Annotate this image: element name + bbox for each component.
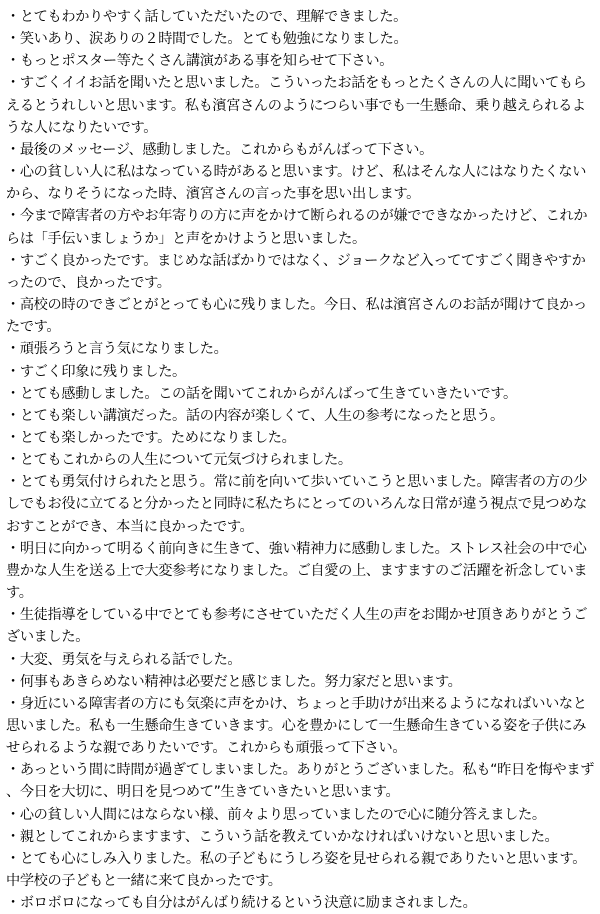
comment-item: ・とても楽しい講演だった。話の内容が楽しくて、人生の参考になったと思う。 [6,407,504,424]
comment-item: ・ボロボロになっても自分はがんばり続けるという決意に励まされました。 [6,895,477,912]
comment-item: ・心の貧しい人間にはならない様、前々より思っていましたので心に随分答えました。 [6,806,546,823]
comment-item: ・身近にいる障害者の方にも気楽に声をかけ、ちょっと手助けが出来るようになればいいなと思いました。私も一生懸命生きていきます。心を豊かにして一生懸命生きている姿を子供にみせられるような親でありたいです。これからも頑張って下さい。 [6,695,587,757]
comment-list [6,6,596,914]
comment-item: ・あっという間に時間が過ぎてしまいました。ありがとうございました。私も“昨日を悔やまず、今日を大切に、明日を見つめて”生きていきたいと思います。 [6,762,595,801]
comment-item: ・頑張ろうと言う気になりました。 [6,341,228,358]
comment-item: ・とても心にしみ入りました。私の子どもにうしろ姿を見せられる親でありたいと思います。中学校の子どもと一緒に来て良かったです。 [6,850,587,890]
comment-item: ・最後のメッセージ、感動しました。これからもがんばって下さい。 [6,141,433,158]
comment-item: ・とてもわかりやすく話していただいたので、理解できました。 [6,9,408,25]
comment-item: ・すごく良かったです。まじめな話ばかりではなく、ジョークなど入っててすごく聞きやすかったので、良かったです。 [6,252,586,291]
comment-item: ・とても勇気付けられたと思う。常に前を向いて歩いていこうと思いました。障害者の方の少しでもお役に立てると分かったと同時に私たちにとってのいろんな日常が違う視点で見つめなおすことができ、本当に良かったです。 [6,474,588,535]
comment-item: ・親としてこれからますます、こういう話を教えていかなければいけないと思いました。 [6,828,559,845]
comment-item: ・とても感動しました。この話を聞いてこれからがんばって生きていきたいです。 [6,385,517,402]
comment-item: ・すごくイイお話を聞いたと思いました。こういったお話をもっとたくさんの人に聞いてもらえるとうれしいと思います。私も濱宮さんのようにつらい事でも一生懸命、乗り越えられるような人になりたいです。 [6,75,587,136]
comment-item: ・笑いあり、涙ありの２時間でした。とても勉強になりました。 [6,31,408,48]
comment-item: ・明日に向かって明るく前向きに生きて、強い精神力に感動しました。ストレス社会の中で心豊かな人生を送る上で大変参考になりました。ご自愛の上、ますますのご活躍を祈念しています。 [6,540,588,602]
comment-item: ・とても楽しかったです。ためになりました。 [6,429,296,446]
comment-item: ・とてもこれからの人生について元気づけられました。 [6,452,352,469]
comment-item: ・今まで障害者の方やお年寄りの方に声をかけて断られるのが嫌でできなかったけど、これからは「手伝いましょうか」と声をかけようと思いました。 [6,208,588,247]
comment-item: ・すごく印象に残りました。 [6,363,186,380]
comment-item: ・高校の時のできごとがとっても心に残りました。今日、私は濱宮さんのお話が聞けて良かったです。 [6,297,587,336]
comment-item: ・もっとポスター等たくさん講演がある事を知らせて下さい。 [6,53,394,70]
comment-item: ・心の貧しい人に私はなっている時があると思います。けど、私はそんな人にはなりたくないから、なりそうになった時、濱宮さんの言った事を思い出します。 [6,164,587,203]
comment-item: ・何事もあきらめない精神は必要だと感じました。努力家だと思います。 [6,673,462,690]
comment-item: ・大変、勇気を与えられる話でした。 [6,651,242,668]
comment-item: ・生徒指導をしている中でとても参考にさせていただく人生の声をお聞かせ頂きありがとうございました。 [6,607,588,646]
